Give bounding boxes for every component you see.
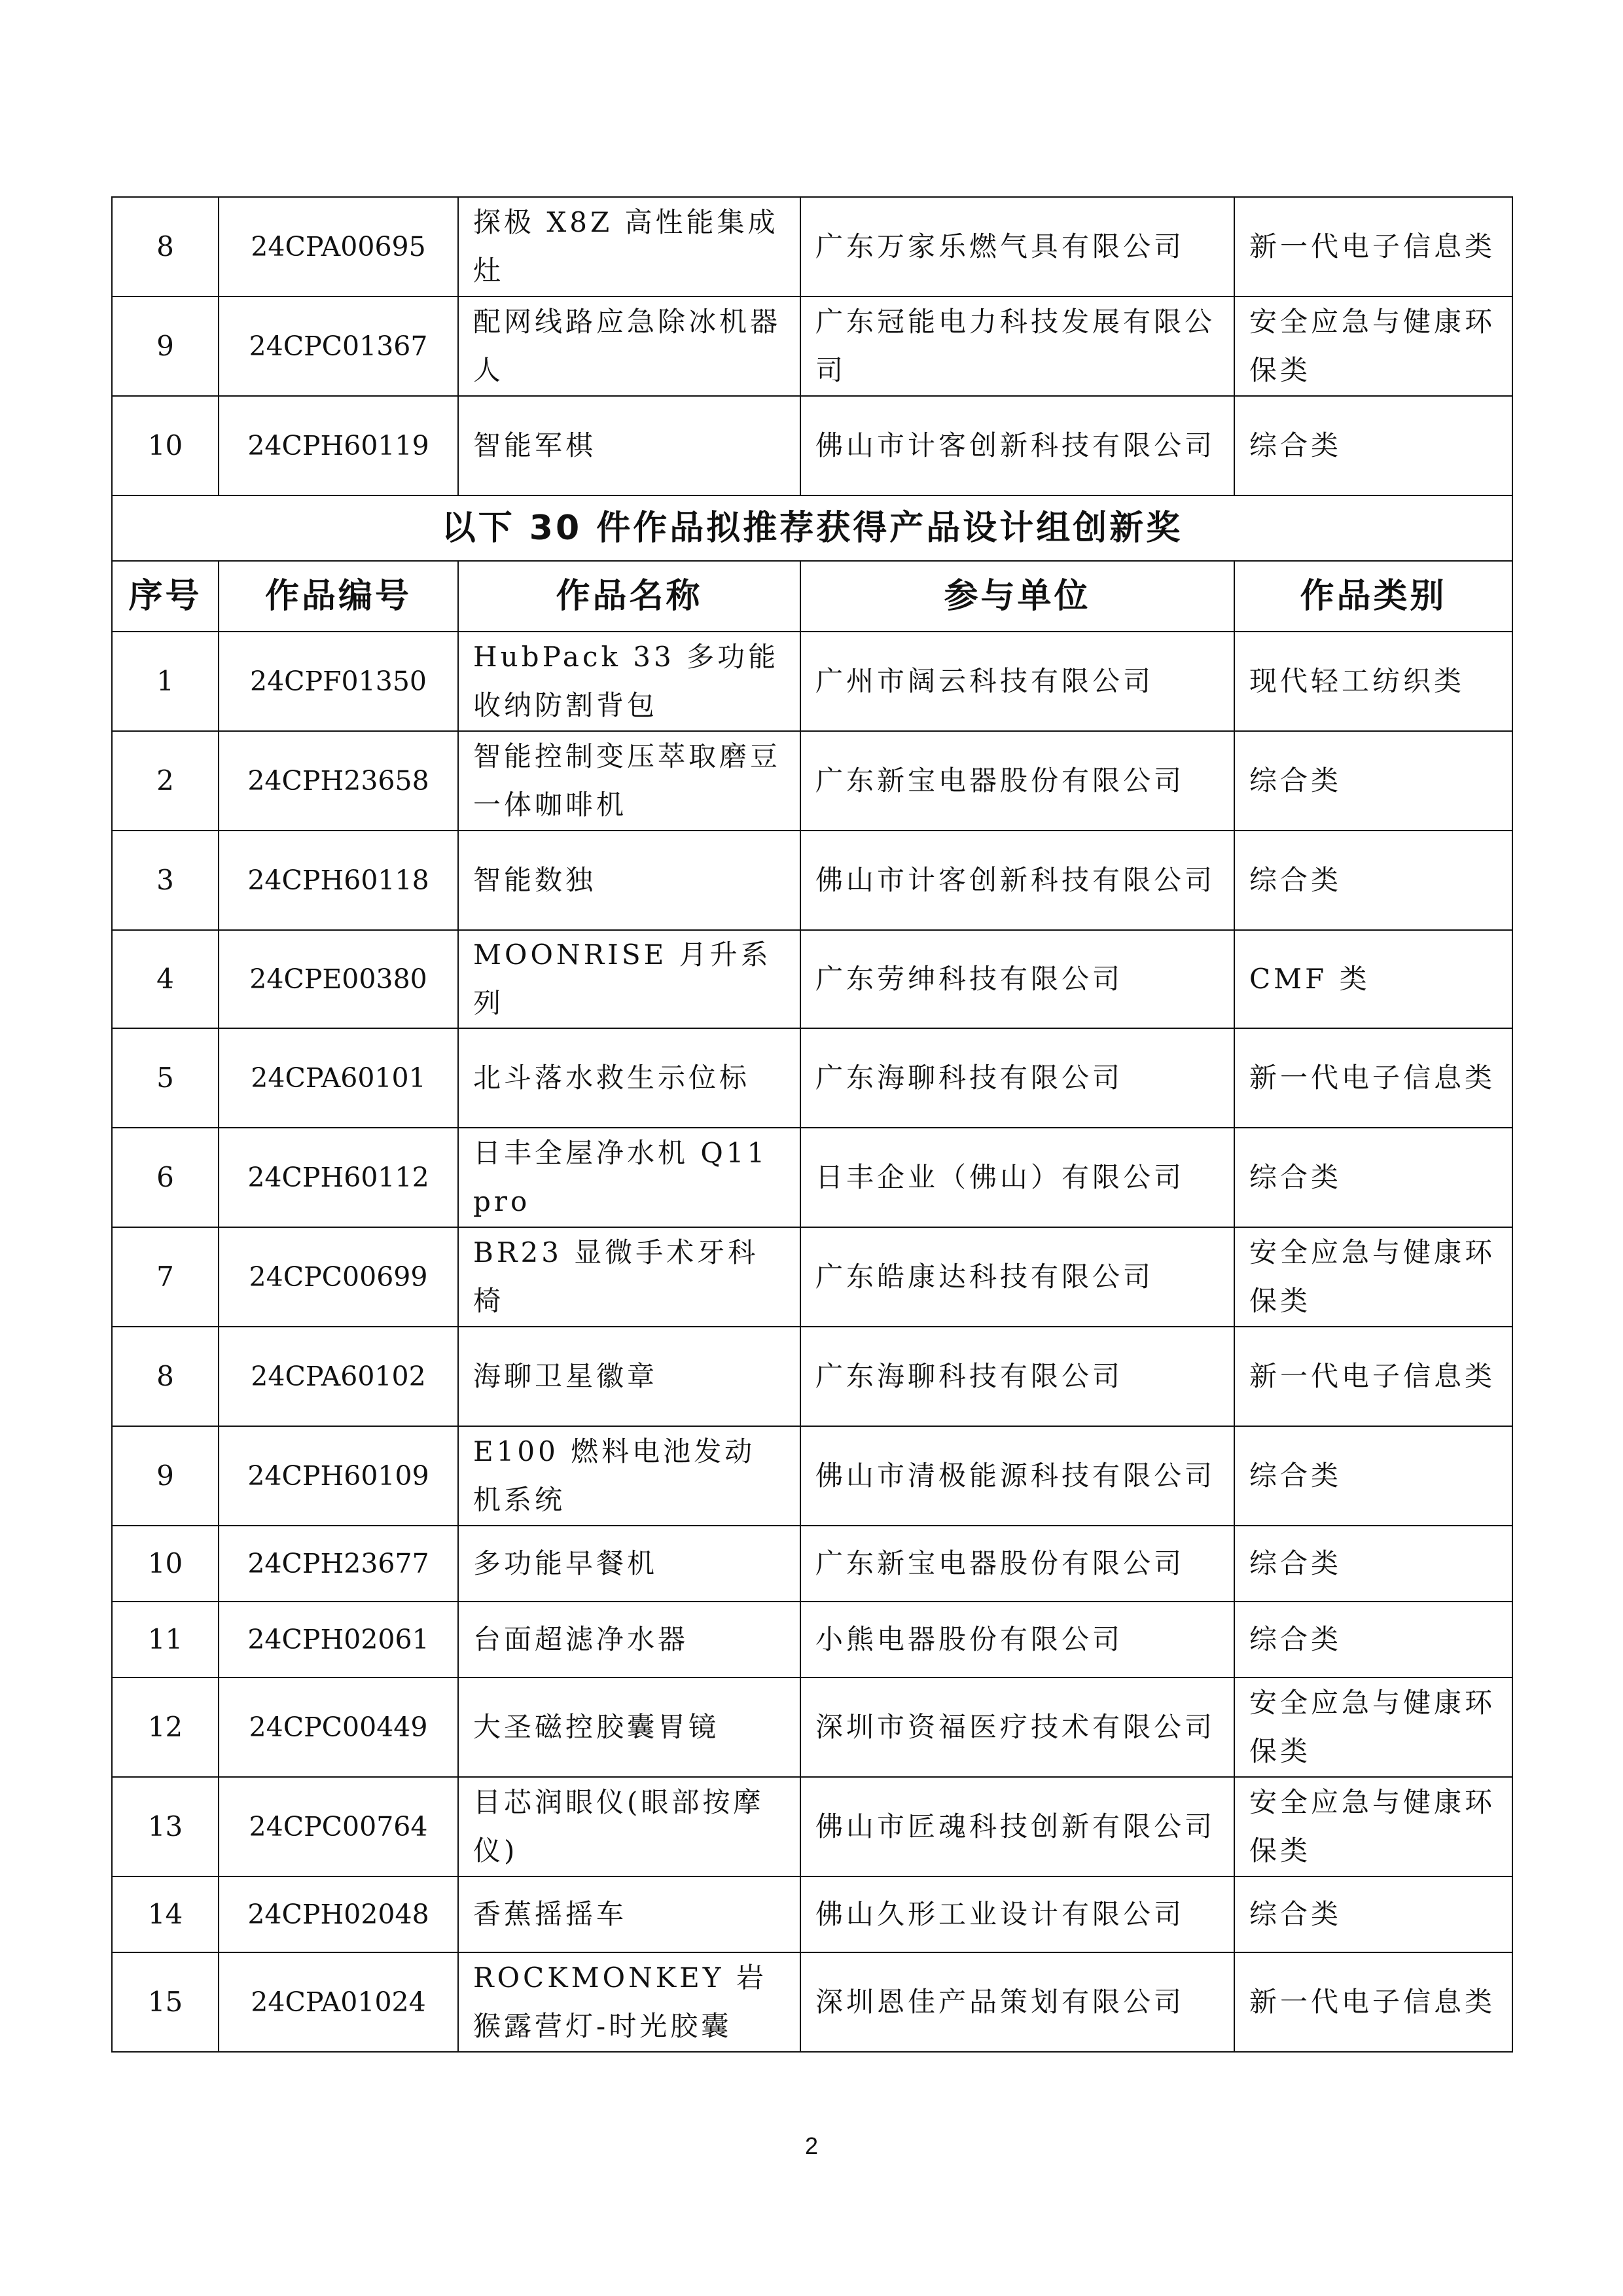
row-number: 11 <box>112 1602 219 1677</box>
entry-category: 综合类 <box>1234 1602 1512 1677</box>
table-row <box>112 197 1512 296</box>
row-number: 4 <box>112 930 219 1028</box>
entry-code: 24CPH60119 <box>219 396 458 495</box>
table-row <box>112 1777 1512 1876</box>
entry-unit: 佛山久形工业设计有限公司 <box>800 1876 1234 1952</box>
entry-category: 综合类 <box>1234 1128 1512 1227</box>
entry-category: CMF 类 <box>1234 930 1512 1028</box>
row-number: 1 <box>112 632 219 731</box>
entry-code: 24CPF01350 <box>219 632 458 731</box>
entry-unit: 广州市阔云科技有限公司 <box>800 632 1234 731</box>
table-row <box>112 396 1512 495</box>
table-row <box>112 1677 1512 1777</box>
entry-unit: 佛山市清极能源科技有限公司 <box>800 1426 1234 1526</box>
row-number: 12 <box>112 1677 219 1777</box>
entry-code: 24CPH02048 <box>219 1876 458 1952</box>
entry-code: 24CPC00764 <box>219 1777 458 1876</box>
table-row <box>112 1327 1512 1426</box>
row-number: 2 <box>112 731 219 831</box>
entry-code: 24CPA01024 <box>219 1952 458 2052</box>
entry-name: 海聊卫星徽章 <box>458 1327 800 1426</box>
entry-code: 24CPC01367 <box>219 296 458 396</box>
row-number: 9 <box>112 296 219 396</box>
awards-table <box>111 196 1513 2053</box>
entry-code: 24CPH60118 <box>219 831 458 930</box>
table-row <box>112 1128 1512 1227</box>
table-row <box>112 1227 1512 1327</box>
entry-unit: 广东皓康达科技有限公司 <box>800 1227 1234 1327</box>
entry-category: 安全应急与健康环保类 <box>1234 1677 1512 1777</box>
entry-unit: 广东海聊科技有限公司 <box>800 1028 1234 1128</box>
table-row <box>112 731 1512 831</box>
entry-code: 24CPC00699 <box>219 1227 458 1327</box>
entry-code: 24CPH23658 <box>219 731 458 831</box>
table-row <box>112 1602 1512 1677</box>
entry-code: 24CPA60102 <box>219 1327 458 1426</box>
entry-unit: 深圳市资福医疗技术有限公司 <box>800 1677 1234 1777</box>
entry-category: 综合类 <box>1234 1526 1512 1602</box>
row-number: 8 <box>112 1327 219 1426</box>
entry-category: 综合类 <box>1234 1876 1512 1952</box>
row-number: 15 <box>112 1952 219 2052</box>
entry-code: 24CPA60101 <box>219 1028 458 1128</box>
entry-category: 新一代电子信息类 <box>1234 1952 1512 2052</box>
entry-name: 探极 X8Z 高性能集成灶 <box>458 197 800 296</box>
row-number: 6 <box>112 1128 219 1227</box>
entry-name: 台面超滤净水器 <box>458 1602 800 1677</box>
row-number: 7 <box>112 1227 219 1327</box>
row-number: 8 <box>112 197 219 296</box>
table-row <box>112 1526 1512 1602</box>
entry-code: 24CPH60112 <box>219 1128 458 1227</box>
table-row <box>112 1952 1512 2052</box>
entry-name: BR23 显微手术牙科椅 <box>458 1227 800 1327</box>
section-title: 以下 30 件作品拟推荐获得产品设计组创新奖 <box>112 495 1512 561</box>
header-category: 作品类别 <box>1234 561 1512 632</box>
header-row <box>112 561 1512 632</box>
table-row <box>112 632 1512 731</box>
entry-category: 综合类 <box>1234 831 1512 930</box>
entry-unit: 广东冠能电力科技发展有限公司 <box>800 296 1234 396</box>
table-row <box>112 831 1512 930</box>
entry-category: 新一代电子信息类 <box>1234 1327 1512 1426</box>
entry-unit: 广东劳绅科技有限公司 <box>800 930 1234 1028</box>
entry-unit: 小熊电器股份有限公司 <box>800 1602 1234 1677</box>
header-unit: 参与单位 <box>800 561 1234 632</box>
entry-unit: 佛山市匠魂科技创新有限公司 <box>800 1777 1234 1876</box>
entry-category: 现代轻工纺织类 <box>1234 632 1512 731</box>
entry-category: 综合类 <box>1234 396 1512 495</box>
entry-category: 新一代电子信息类 <box>1234 1028 1512 1128</box>
entry-name: 香蕉摇摇车 <box>458 1876 800 1952</box>
entry-name: 智能军棋 <box>458 396 800 495</box>
row-number: 5 <box>112 1028 219 1128</box>
entry-name: MOONRISE 月升系列 <box>458 930 800 1028</box>
entry-code: 24CPH60109 <box>219 1426 458 1526</box>
entry-category: 安全应急与健康环保类 <box>1234 1777 1512 1876</box>
table-row <box>112 296 1512 396</box>
table-row <box>112 1426 1512 1526</box>
entry-unit: 日丰企业（佛山）有限公司 <box>800 1128 1234 1227</box>
table-row <box>112 1876 1512 1952</box>
entry-unit: 广东新宝电器股份有限公司 <box>800 731 1234 831</box>
entry-category: 安全应急与健康环保类 <box>1234 296 1512 396</box>
entry-code: 24CPH23677 <box>219 1526 458 1602</box>
entry-category: 新一代电子信息类 <box>1234 197 1512 296</box>
entry-name: 配网线路应急除冰机器人 <box>458 296 800 396</box>
page-number: 2 <box>804 2132 819 2159</box>
table-row <box>112 1028 1512 1128</box>
row-number: 14 <box>112 1876 219 1952</box>
entry-code: 24CPH02061 <box>219 1602 458 1677</box>
entry-name: 智能数独 <box>458 831 800 930</box>
entry-code: 24CPC00449 <box>219 1677 458 1777</box>
entry-name: 大圣磁控胶囊胃镜 <box>458 1677 800 1777</box>
entry-name: ROCKMONKEY 岩猴露营灯-时光胶囊 <box>458 1952 800 2052</box>
entry-unit: 广东新宝电器股份有限公司 <box>800 1526 1234 1602</box>
entry-name: 智能控制变压萃取磨豆一体咖啡机 <box>458 731 800 831</box>
entry-category: 综合类 <box>1234 731 1512 831</box>
entry-unit: 广东万家乐燃气具有限公司 <box>800 197 1234 296</box>
row-number: 13 <box>112 1777 219 1876</box>
row-number: 10 <box>112 1526 219 1602</box>
row-number: 3 <box>112 831 219 930</box>
row-number: 9 <box>112 1426 219 1526</box>
entry-name: 多功能早餐机 <box>458 1526 800 1602</box>
entry-name: HubPack 33 多功能收纳防割背包 <box>458 632 800 731</box>
header-name: 作品名称 <box>458 561 800 632</box>
entry-category: 安全应急与健康环保类 <box>1234 1227 1512 1327</box>
entry-unit: 深圳恩佳产品策划有限公司 <box>800 1952 1234 2052</box>
entry-name: 日丰全屋净水机 Q11pro <box>458 1128 800 1227</box>
section-title-row <box>112 495 1512 561</box>
entry-unit: 广东海聊科技有限公司 <box>800 1327 1234 1426</box>
entry-unit: 佛山市计客创新科技有限公司 <box>800 831 1234 930</box>
entry-name: E100 燃料电池发动机系统 <box>458 1426 800 1526</box>
table-row <box>112 930 1512 1028</box>
row-number: 10 <box>112 396 219 495</box>
entry-code: 24CPA00695 <box>219 197 458 296</box>
entry-unit: 佛山市计客创新科技有限公司 <box>800 396 1234 495</box>
header-number: 序号 <box>112 561 219 632</box>
entry-name: 目芯润眼仪(眼部按摩仪) <box>458 1777 800 1876</box>
header-code: 作品编号 <box>219 561 458 632</box>
entry-code: 24CPE00380 <box>219 930 458 1028</box>
entry-name: 北斗落水救生示位标 <box>458 1028 800 1128</box>
entry-category: 综合类 <box>1234 1426 1512 1526</box>
